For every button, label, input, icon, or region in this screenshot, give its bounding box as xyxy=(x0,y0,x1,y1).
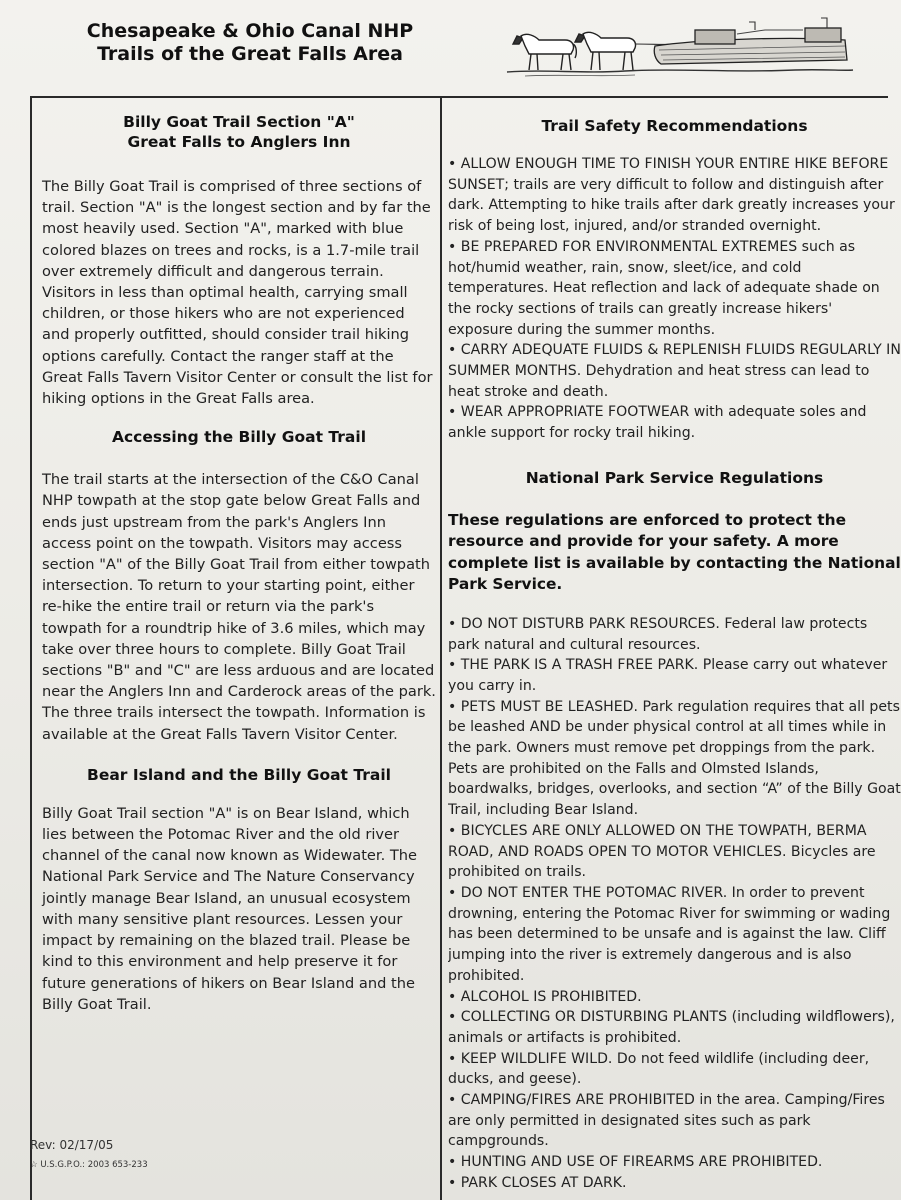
regulation-item: • THE PARK IS A TRASH FREE PARK. Please carry out whatever you carry in. xyxy=(448,657,888,694)
brochure-title xyxy=(60,20,440,66)
title-line-2: Trails of the Great Falls Area xyxy=(97,43,403,65)
nps-regulations-title: National Park Service Regulations xyxy=(525,468,824,487)
regulations-intro: These regulations are enforced to protect the resource and provide for your safety. A more complete list is available by contacting the National Park Service. xyxy=(448,510,901,594)
regulation-item: • DO NOT DISTURB PARK RESOURCES. Federal law protects park natural and cultural resources. xyxy=(448,615,868,653)
regulation-item: • CAMPING/FIRES ARE PROHIBITED in the area. Camping/Fires are only permitted in designated sites such as park campgrounds. xyxy=(448,1092,885,1150)
accessing-trail-title: Accessing the Billy Goat Trail xyxy=(111,428,367,447)
regulations-list xyxy=(448,614,901,1194)
accessing-trail-body: The trail starts at the intersection of the C&O Canal NHP towpath at the stop gate below Great Falls and ends just upstream from the park's Anglers Inn access point on the towpath. Visitors may access section "A" of the Billy Goat Trail from either towpath intersection. To return to your starting point, either re-hike the entire trail or return via the park's towpath for a roundtrip hike of 3.6 miles, which may take over three hours to complete. Billy Goat Trail sections "B" and "C" are less arduous and are located near the Anglers Inn and Carderock areas of the park. The three trails intersect the towpath. Information is available at the Great Falls Tavern Visitor Center. xyxy=(42,471,436,743)
title-line-1: Chesapeake & Ohio Canal NHP xyxy=(86,20,414,42)
safety-item: • WEAR APPROPRIATE FOOTWEAR with adequate soles and ankle support for rocky trail hiking. xyxy=(448,404,867,442)
column-divider xyxy=(440,98,442,1200)
section-a-body: The Billy Goat Trail is comprised of three sections of trail. Section "A" is the longest section and by far the most heavily used. Section "A", marked with blue colored blazes on trees and rocks, is a 1.7-mile trail over extremely difficult and dangerous terrain. Visitors in less than optimal health, carrying small children, or those hikers who are not experienced and properly outfitted, should consider trail hiking options carefully. Contact the ranger staff at the Great Falls Tavern Visitor Center or consult the list for hiking options in the Great Falls area. xyxy=(42,178,433,408)
safety-item: • ALLOW ENOUGH TIME TO FINISH YOUR ENTIRE HIKE BEFORE SUNSET; trails are very difficult to follow and distinguish after dark. Attempting to hike trails after dark greatly increases your risk of being lost, injured, and/or stranded overnight. xyxy=(448,156,895,235)
bear-island-title: Bear Island and the Billy Goat Trail xyxy=(87,765,391,784)
revision-date: Rev: 02/17/05 xyxy=(30,1138,114,1152)
canal-boat-mule-illustration xyxy=(505,14,855,80)
regulation-item: • BICYCLES ARE ONLY ALLOWED ON THE TOWPATH, BERMA ROAD, AND ROADS OPEN TO MOTOR VEHICLES. Bicycles are prohibited on trails. xyxy=(448,822,876,881)
safety-item: • BE PREPARED FOR ENVIRONMENTAL EXTREMES such as hot/humid weather, rain, snow, sleet/ice, and cold temperatures. Heat reflection and lack of adequate shade on the rocky sections of trails can greatly increase hikers' exposure during the summer months. xyxy=(448,238,880,338)
trail-safety-title: Trail Safety Recommendations xyxy=(541,117,808,135)
bear-island-body: Billy Goat Trail section "A" is on Bear Island, which lies between the Potomac River and the old river channel of the canal now known as Widewater. The National Park Service and The Nature Conservancy jointly manage Bear Island, an unusual ecosystem with many sensitive plant resources. Lessen your impact by remaining on the blazed trail. Please be kind to this environment and help preserve it for future generations of hikers on Bear Island and the Billy Goat Trail. xyxy=(42,804,417,1013)
safety-list xyxy=(448,154,901,444)
billy-goat-section-a-title xyxy=(42,112,436,152)
right-column xyxy=(448,108,901,1194)
safety-item: • CARRY ADEQUATE FLUIDS & REPLENISH FLUIDS REGULARLY IN SUMMER MONTHS. Dehydration and heat stress can lead to heat stroke and death. xyxy=(448,342,901,400)
regulation-item: • COLLECTING OR DISTURBING PLANTS (including wildflowers), animals or artifacts is prohibited. xyxy=(448,1009,895,1046)
section-a-title-line-1: Billy Goat Trail Section "A" xyxy=(123,113,355,131)
regulation-item: • DO NOT ENTER THE POTOMAC RIVER. In order to prevent drowning, entering the Potomac River for swimming or wading has been determined to be unsafe and is against the law. Cliff jumping into the river is extremely dangerous and is also prohibited. xyxy=(448,884,891,984)
regulation-item: • HUNTING AND USE OF FIREARMS ARE PROHIBITED. xyxy=(448,1154,823,1171)
gpo-print-code: ☆ U.S.G.P.O.: 2003 653-233 xyxy=(30,1160,148,1170)
regulation-item: • PETS MUST BE LEASHED. Park regulation requires that all pets be leashed AND be under physical control at all times while in the park. Owners must remove pet droppings from the park. Pets are prohibited on the Falls and Olmsted Islands, boardwalks, bridges, overlooks, and section “A” of the Billy Goat Trail, including Bear Island. xyxy=(448,698,901,819)
left-column xyxy=(42,108,436,1015)
regulation-item: • ALCOHOL IS PROHIBITED. xyxy=(448,988,642,1005)
section-a-title-line-2: Great Falls to Anglers Inn xyxy=(127,133,351,151)
regulation-item: • KEEP WILDLIFE WILD. Do not feed wildlife (including deer, ducks, and geese). xyxy=(448,1050,870,1088)
regulation-item: • PARK CLOSES AT DARK. xyxy=(448,1174,627,1191)
